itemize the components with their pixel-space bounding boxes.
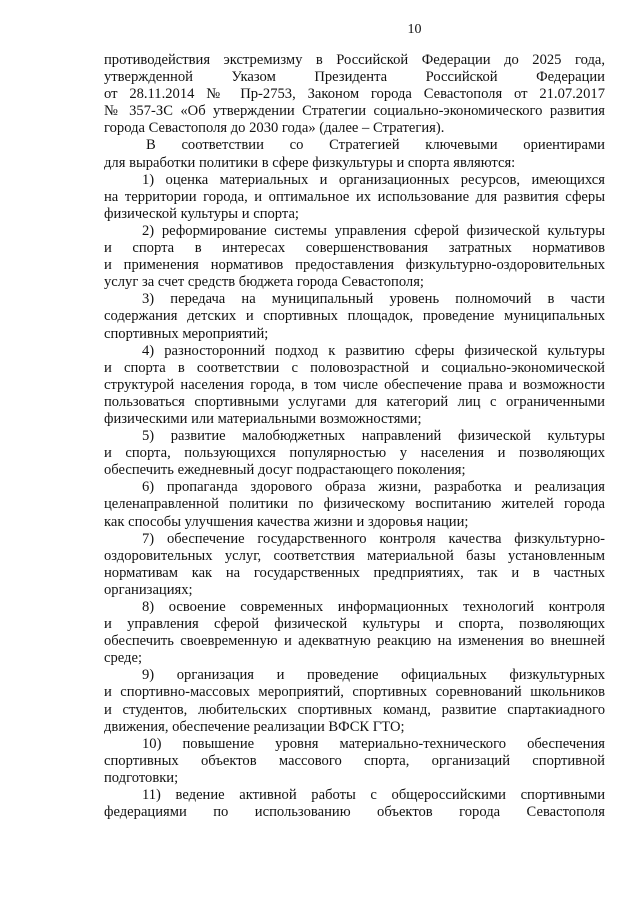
text-line: на территории города, и оптимальное их использование для развития сферы [104,188,605,205]
text-line: В соответствии со Стратегией ключевыми ориентирами [146,137,605,154]
text-line: противодействия экстремизму в Российской Федерации до 2025 года, [104,52,605,68]
text-line: подготовки; [104,769,179,786]
text-line: физическими или материальными возможностями; [104,410,422,427]
text-line: услуг за счет средств бюджета города Севастополя; [104,274,424,291]
text-line: 3) передача на муниципальный уровень полномочий в части [142,291,605,308]
text-line: движения, обеспечение реализации ВФСК ГТО; [104,718,405,735]
text-line: утвержденной Указом Президента Российской Федерации [104,69,605,86]
text-line: 1) оценка материальных и организационных ресурсов, имеющихся [142,171,605,188]
text-line: обеспечить ежедневный досуг подрастающего поколения; [104,462,466,479]
text-line: 2) реформирование системы управления сферой физической культуры [142,222,605,239]
text-line: и спорта в интересах совершенствования затратных нормативов [104,240,605,257]
document-body [104,52,605,821]
text-line: и спортивно-массовых мероприятий, спортивных соревнований школьников [104,684,605,701]
text-line: обеспечить своевременную и адекватную реакцию на изменения во внешней [104,633,605,650]
text-line: и применения нормативов предоставления физкультурно-оздоровительных [104,257,605,274]
text-line: спортивных объектов массового спорта, организаций спортивной [104,752,605,769]
text-line: и управления сферой физической культуры и спорта, позволяющих [104,616,605,633]
page-number: 10 [407,22,422,37]
text-line: 9) организация и проведение официальных физкультурных [142,667,605,684]
text-line: 5) развитие малобюджетных направлений физической культуры [142,428,605,445]
text-line: пользоваться спортивными услугами для категорий лиц с ограниченными [104,393,605,410]
text-line: как способы улучшения качества жизни и здоровья нации; [104,513,469,530]
text-line: от 28.11.2014 № Пр-2753, Законом города Севастополя от 21.07.2017 [104,86,605,103]
text-line: для выработки политики в сфере физкультуры и спорта являются: [104,154,516,171]
text-line: 8) освоение современных информационных технологий контроля [142,599,605,615]
text-line: 6) пропаганда здорового образа жизни, разработка и реализация [142,479,605,496]
text-line: оздоровительных услуг, соответствия материальной базы установленным [104,547,605,564]
text-line: и спорта, пользующихся популярностью у населения и позволяющих [104,445,605,462]
text-line: спортивных мероприятий; [104,325,269,342]
text-line: содержания детских и спортивных площадок, проведение муниципальных [104,308,605,325]
text-line: среде; [104,650,143,667]
text-line: федерациями по использованию объектов города Севастополя [104,804,605,821]
text-line: структурой населения города, в том числе обеспечение права и возможности [104,376,605,393]
text-line: № 357-ЗС «Об утверждении Стратегии социально-экономического развития [104,103,605,120]
text-line: 7) обеспечение государственного контроля качества физкультурно- [142,530,605,547]
text-line: организациях; [104,581,193,598]
text-line: 4) разносторонний подход к развитию сферы физической культуры [142,342,605,359]
text-line: целенаправленной политики по физическому воспитанию жителей города [104,496,605,513]
text-line: физической культуры и спорта; [104,205,299,222]
text-line: и студентов, любительских спортивных команд, развитие спартакиадного [104,701,605,718]
text-line: и спорта в соответствии с половозрастной и социально-экономической [104,359,605,376]
text-line: нормативам как на государственных предприятиях, так и в частных [104,564,605,581]
text-line: 11) ведение активной работы с общероссийскими спортивными [142,787,605,804]
text-line: города Севастополя до 2030 года» (далее – Стратегия). [104,120,445,137]
text-line: 10) повышение уровня материально-технического обеспечения [142,735,605,752]
